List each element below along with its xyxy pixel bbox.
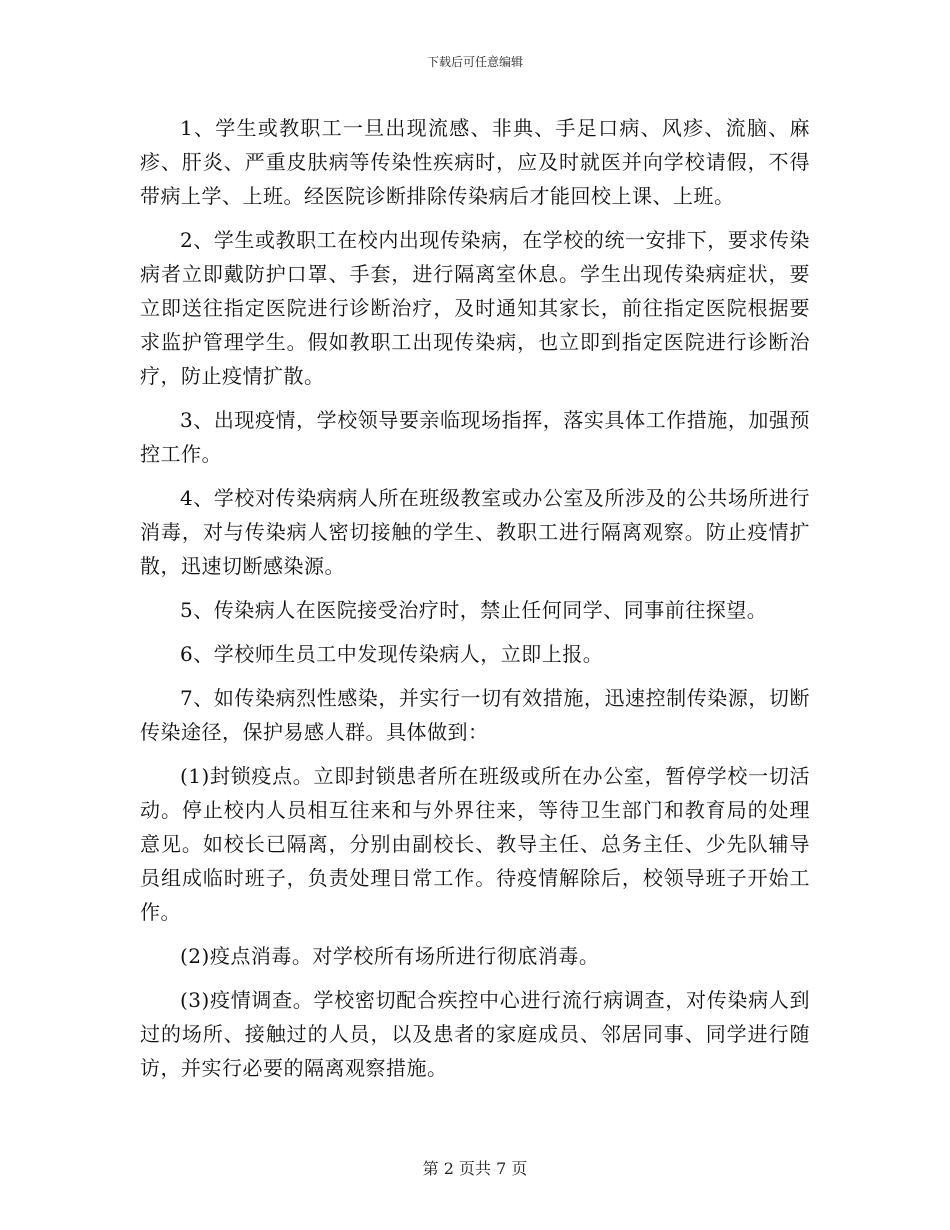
paragraph-7-sub-1: (1)封锁疫点。立即封锁患者所在班级或所在办公室，暂停学校一切活动。停止校内人员相互往来和与外界往来，等待卫生部门和教育局的处理意见。如校长已隔离，分别由副校长、教导主任、总务主任、少先队辅导员组成临时班子，负责处理日常工作。待疫情解除后，校领导班子开始工作。 <box>140 764 810 924</box>
page-header: 下载后可任意编辑 <box>426 55 523 69</box>
paragraph-5: 5、传染病人在医院接受治疗时，禁止任何同学、同事前往探望。 <box>180 598 768 622</box>
paragraph-4: 4、学校对传染病病人所在班级教室或办公室及所涉及的公共场所进行消毒，对与传染病人密切接触的学生、教职工进行隔离观察。防止疫情扩散，迅速切断感染源。 <box>140 486 810 578</box>
paragraph-6: 6、学校师生员工中发现传染病人，立即上报。 <box>180 642 604 666</box>
document-body <box>140 111 810 1085</box>
paragraph-1: 1、学生或教职工一旦出现流感、非典、手足口病、风疹、流脑、麻疹、肝炎、严重皮肤病等传染性疾病时，应及时就医并向学校请假，不得带病上学、上班。经医院诊断排除传染病后才能回校上课、上班。 <box>140 116 810 208</box>
page-footer: 第 2 页共 7 页 <box>422 1159 528 1178</box>
paragraph-3: 3、出现疫情，学校领导要亲临现场指挥，落实具体工作措施，加强预控工作。 <box>140 408 810 466</box>
paragraph-2: 2、学生或教职工在校内出现传染病，在学校的统一安排下，要求传染病者立即戴防护口罩、手套，进行隔离室休息。学生出现传染病症状，要立即送往指定医院进行诊断治疗，及时通知其家长，前往指定医院根据要求监护管理学生。假如教职工出现传染病，也立即到指定医院进行诊断治疗，防止疫情扩散。 <box>140 228 810 388</box>
paragraph-7-sub-2: (2)疫点消毒。对学校所有场所进行彻底消毒。 <box>180 944 600 968</box>
paragraph-7-sub-3: (3)疫情调查。学校密切配合疾控中心进行流行病调查，对传染病人到过的场所、接触过的人员，以及患者的家庭成员、邻居同事、同学进行随访，并实行必要的隔离观察措施。 <box>140 988 810 1080</box>
paragraph-7: 7、如传染病烈性感染，并实行一切有效措施，迅速控制传染源，切断传染途径，保护易感人群。具体做到： <box>140 686 810 744</box>
